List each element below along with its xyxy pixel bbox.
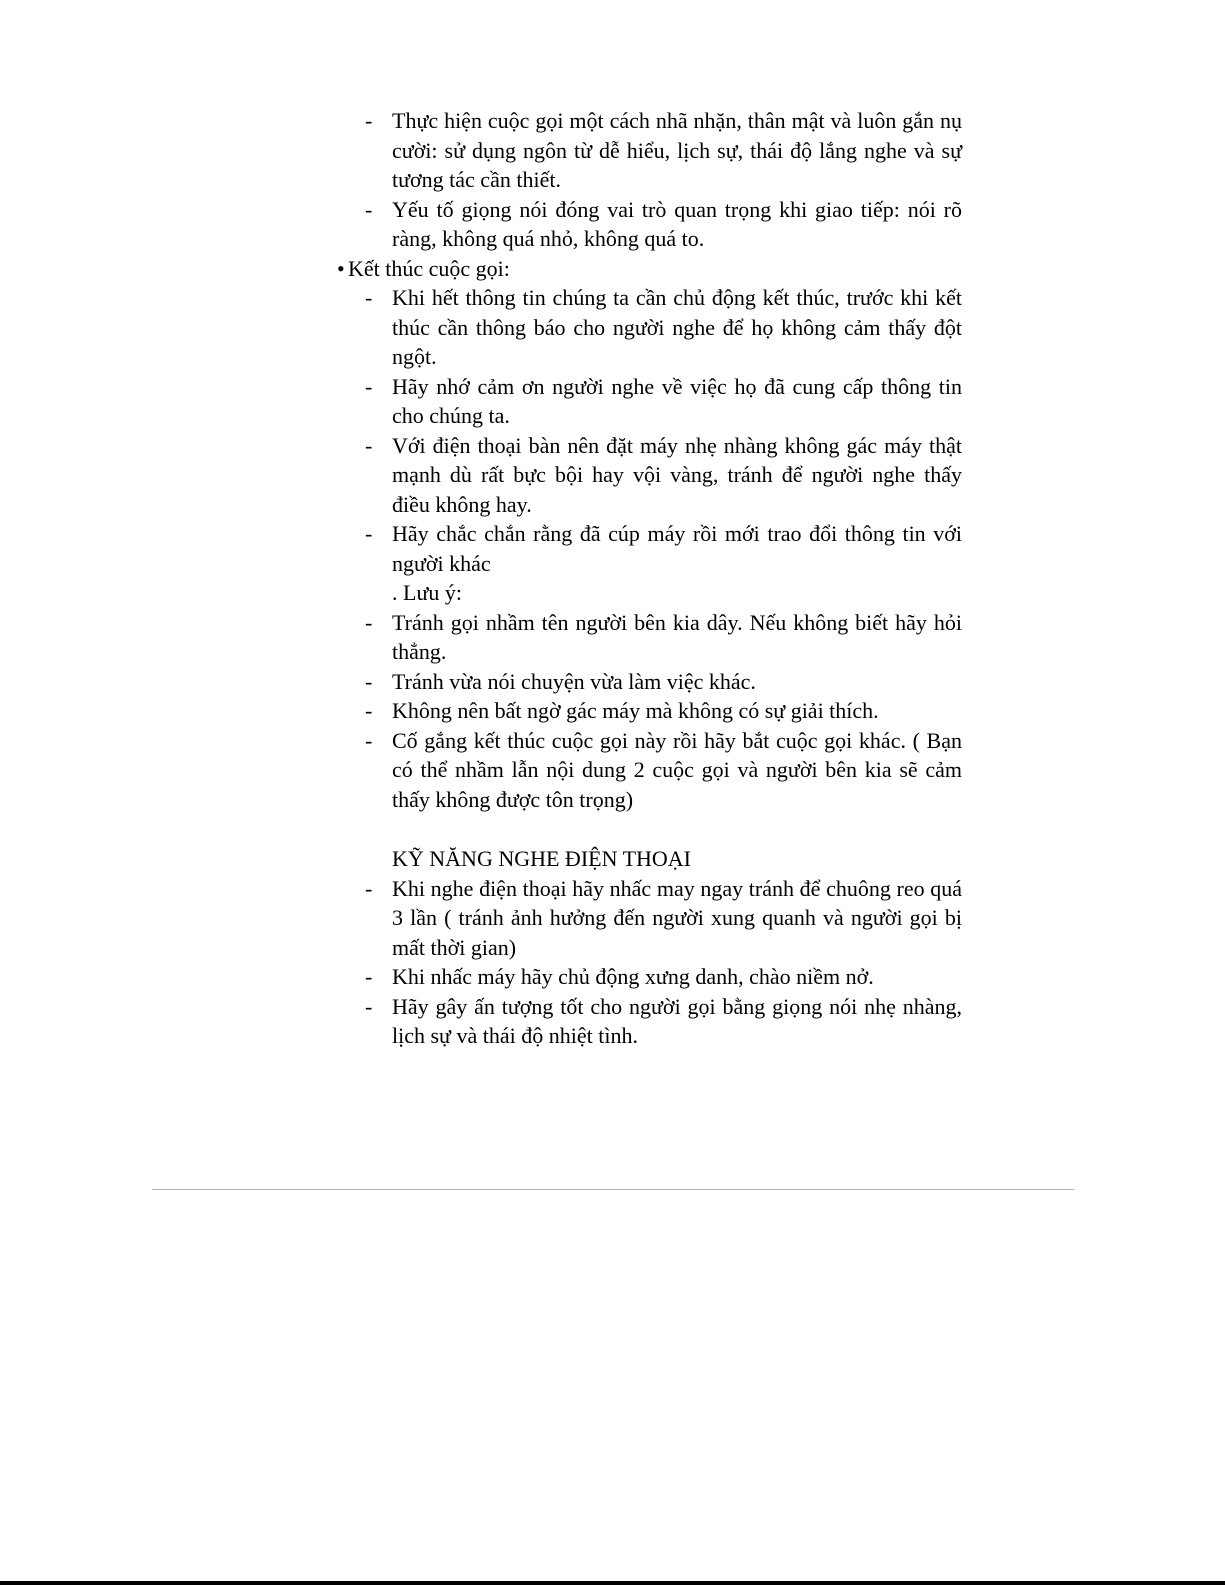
dash-marker: - bbox=[365, 196, 373, 222]
list-item bbox=[337, 992, 962, 1051]
note-label: . Lưu ý: bbox=[392, 580, 462, 605]
list-item-text: Không nên bất ngờ gác máy mà không có sự giải thích. bbox=[392, 698, 879, 723]
dash-marker: - bbox=[365, 108, 373, 133]
bullet-marker: • bbox=[337, 255, 345, 281]
dash-marker: - bbox=[365, 668, 373, 694]
list-item-text: Cố gắng kết thúc cuộc gọi này rồi hãy bắt cuộc gọi khác. ( Bạn có thể nhầm lẫn nội dung 2 cuộc gọi và người bên kia sẽ cảm thấy không được tôn trọng) bbox=[392, 727, 962, 812]
list-item-text: Yếu tố giọng nói đóng vai trò quan trọng khi giao tiếp: nói rõ ràng, không quá nhỏ, không quá to. bbox=[392, 196, 962, 251]
list-item bbox=[337, 283, 962, 372]
list-item bbox=[337, 726, 962, 815]
dash-marker: - bbox=[365, 373, 373, 399]
list-item bbox=[337, 106, 962, 195]
list-item bbox=[337, 667, 962, 697]
list-item bbox=[337, 372, 962, 431]
list-item-text: Tránh gọi nhầm tên người bên kia dây. Nếu không biết hãy hỏi thẳng. bbox=[392, 609, 962, 664]
list-item-text: Khi hết thông tin chúng ta cần chủ động kết thúc, trước khi kết thúc cần thông báo cho người nghe để họ không cảm thấy đột ngột. bbox=[392, 285, 962, 369]
dash-marker: - bbox=[365, 993, 373, 1019]
list-item-text: Hãy nhớ cảm ơn người nghe về việc họ đã cung cấp thông tin cho chúng ta. bbox=[392, 373, 962, 428]
document-body bbox=[337, 106, 962, 1051]
dash-marker: - bbox=[365, 521, 373, 546]
list-item-text: Khi nhấc máy hãy chủ động xưng danh, chào niềm nở. bbox=[392, 964, 874, 989]
list-item bbox=[337, 962, 962, 992]
list-item-text: Thực hiện cuộc gọi một cách nhã nhặn, thân mật và luôn gắn nụ cười: sử dụng ngôn từ dễ hiểu, lịch sự, thái độ lắng nghe và sự tương tác cần thiết. bbox=[392, 108, 962, 192]
page-divider bbox=[152, 1189, 1074, 1190]
list-item bbox=[337, 874, 962, 963]
list-item bbox=[337, 696, 962, 726]
dash-marker: - bbox=[365, 698, 373, 723]
dash-marker: - bbox=[365, 285, 373, 310]
section-heading-ending bbox=[337, 254, 962, 284]
page-bottom-edge bbox=[0, 1581, 1225, 1585]
paragraph-spacer bbox=[337, 814, 962, 844]
dash-marker: - bbox=[365, 432, 373, 458]
list-item-text: Với điện thoại bàn nên đặt máy nhẹ nhàng không gác máy thật mạnh dù rất bực bội hay vội vàng, tránh để người nghe thấy điều không hay. bbox=[392, 432, 962, 517]
section-heading-text: Kết thúc cuộc gọi: bbox=[348, 255, 510, 281]
section-title-listening: KỸ NĂNG NGHE ĐIỆN THOẠI bbox=[392, 846, 691, 871]
list-item-text: Khi nghe điện thoại hãy nhấc may ngay tránh để chuông reo quá 3 lần ( tránh ảnh hưởng đến người xung quanh và người gọi bị mất thời gian) bbox=[392, 875, 962, 960]
dash-marker: - bbox=[365, 964, 373, 989]
dash-marker: - bbox=[365, 727, 373, 753]
list-item bbox=[337, 519, 962, 578]
list-item bbox=[337, 608, 962, 667]
list-item bbox=[337, 431, 962, 520]
list-item-text: Tránh vừa nói chuyện vừa làm việc khác. bbox=[392, 668, 756, 694]
list-item-text: Hãy gây ấn tượng tốt cho người gọi bằng giọng nói nhẹ nhàng, lịch sự và thái độ nhiệt tình. bbox=[392, 993, 962, 1048]
dash-marker: - bbox=[365, 875, 373, 901]
list-item-text: Hãy chắc chắn rằng đã cúp máy rồi mới trao đổi thông tin với người khác bbox=[392, 521, 962, 576]
dash-marker: - bbox=[365, 609, 373, 635]
list-item bbox=[337, 195, 962, 254]
